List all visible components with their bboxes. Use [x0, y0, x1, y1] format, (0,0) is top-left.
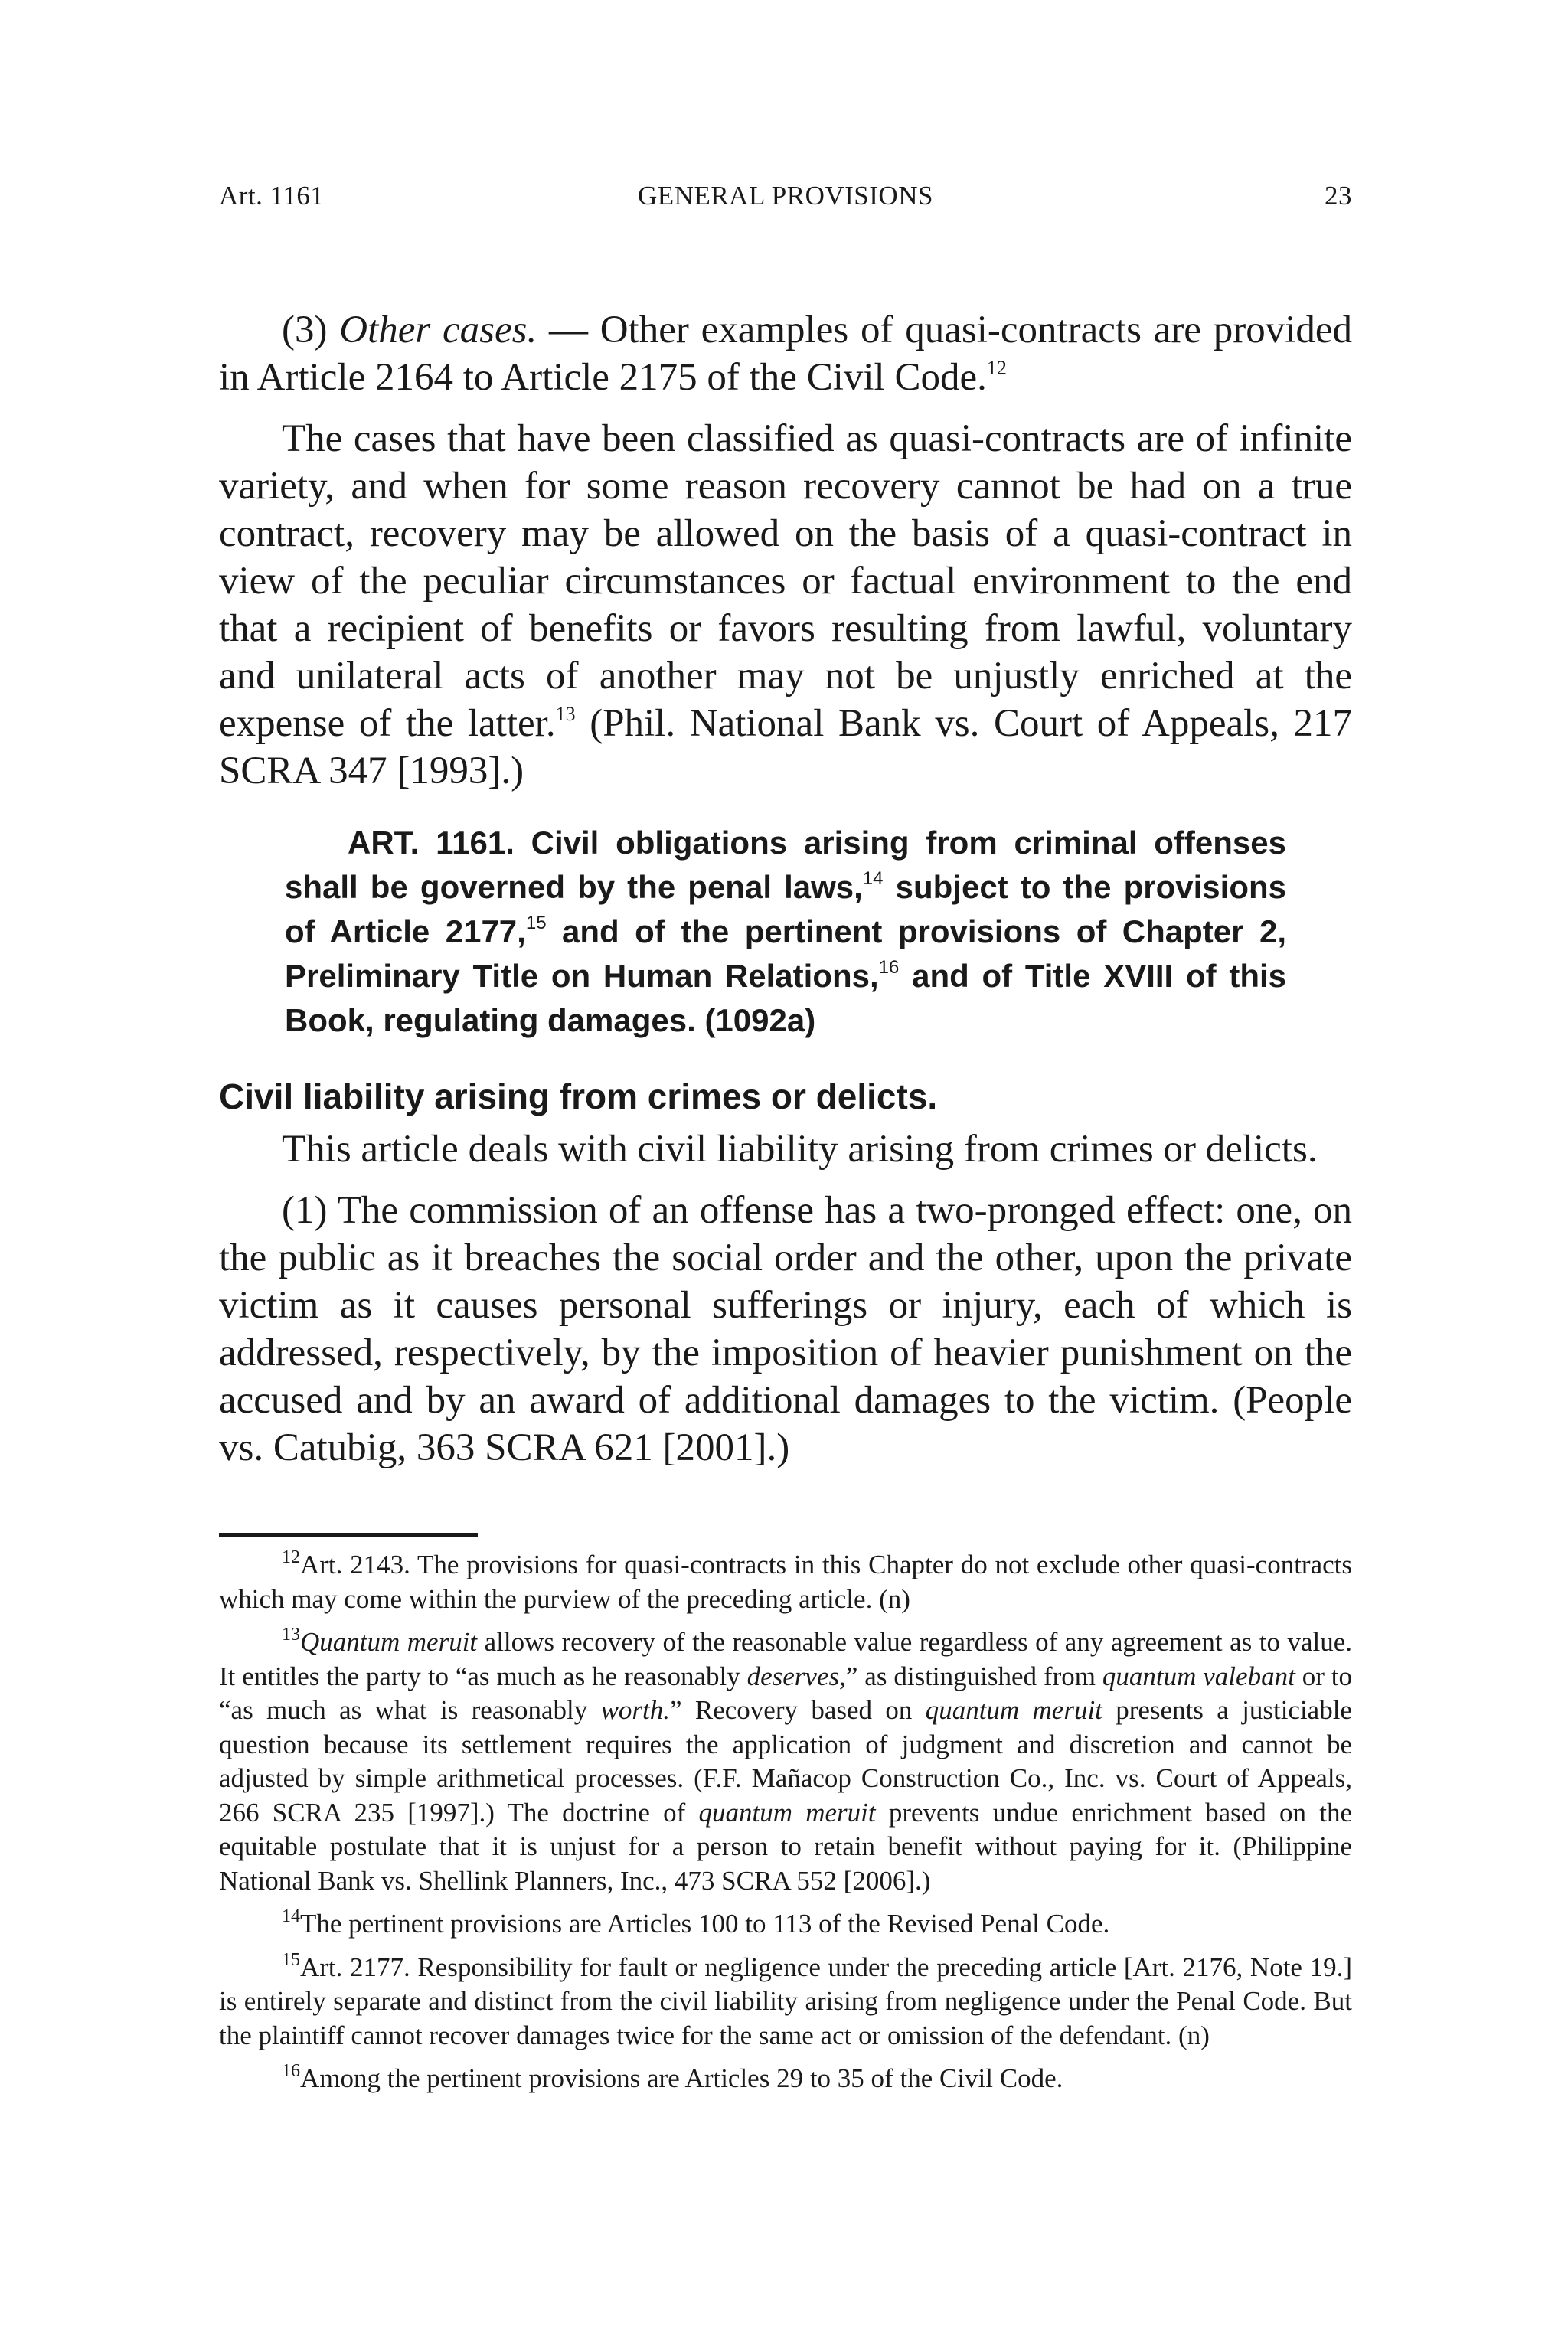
footnote-text: Art. 2177. Responsibility for fault or negligence under the preceding article [Art. 2176, Note 19.] is entirely separate and distinct from the civil liability arising from negligence under the Penal Code. But the plaintiff cannot recover damages twice for the same act or omission of the defendant. (n) [219, 1952, 1352, 2050]
footnote-text: allows recovery of the reasonable value regardless of any agreement as to value. It entitles the party to “as much as he reasonably [219, 1627, 1353, 1691]
footnote-ref[interactable]: 16 [878, 957, 900, 978]
footnote-text: Art. 2143. The provisions for quasi-contracts in this Chapter do not exclude other quasi-contracts which may come within the purview of the preceding article. (n) [219, 1550, 1352, 1614]
footnote-text: Among the pertinent provisions are Articles 29 to 35 of the Civil Code. [300, 2063, 1063, 2093]
footnote-italic: quantum meruit [925, 1695, 1102, 1725]
article-text: and of Title XVIII of this Book, regulating damages. (1092a) [285, 958, 1287, 1038]
footnote-text: prevents undue enrichment based on the equitable postulate that it is unjust for a person to retain benefit without paying for it. (Philippine National Bank vs. Shellink Planners, Inc., 473 SCRA 552 [2006].) [219, 1797, 1353, 1896]
footnote-number: 13 [282, 1625, 300, 1645]
footnote-13 [219, 1625, 1352, 1898]
footnote-divider [219, 1533, 478, 1537]
footnote-text: ” Recovery based on [670, 1695, 926, 1725]
footnote-ref[interactable]: 13 [555, 703, 576, 725]
footnotes [219, 1548, 1352, 2096]
article-text: subject to the provisions of Article 2177, [285, 869, 1286, 949]
footnote-number: 16 [282, 2061, 300, 2081]
article-1161-text [285, 821, 1286, 1043]
paragraph-text: — Other examples of quasi-contracts are provided in Article 2164 to Article 2175 of the Civil Code. [219, 309, 1352, 399]
footnote-text: The pertinent provisions are Articles 100 to 113 of the Revised Penal Code. [300, 1909, 1110, 1939]
paragraph-intro: This article deals with civil liability arising from crimes or delicts. [282, 1128, 1318, 1171]
header-article-ref: Art. 1161 [219, 181, 325, 211]
footnote-14 [219, 1907, 1352, 1942]
footnote-number: 12 [282, 1547, 300, 1567]
article-text: and of the pertinent provisions of Chapter 2, Preliminary Title on Human Relations, [285, 913, 1286, 994]
paragraph-citation: (Phil. National Bank vs. Court of Appeals, 217 SCRA 347 [1993].) [219, 702, 1352, 792]
footnote-text: ” as distinguished from [845, 1661, 1102, 1691]
footnote-text: presents a justiciable question because its settlement requires the application of judgment and discretion and cannot be adjusted by simple arithmetical processes. (F.F. Mañacop Construction Co., Inc. vs. Court of Appeals, 266 SCRA 235 [1997].) The doctrine of [219, 1695, 1352, 1828]
main-text [219, 306, 1352, 1472]
footnote-16 [219, 2062, 1352, 2096]
article-text: ART. 1161. Civil obligations arising from criminal offenses shall be governed by the penal laws, [285, 825, 1286, 905]
page-number: 23 [1325, 181, 1352, 211]
paragraph-italic-lead: Other cases. [339, 309, 537, 351]
footnote-15 [219, 1951, 1352, 2053]
footnote-number: 15 [282, 1949, 300, 1970]
running-header [219, 181, 1352, 219]
footnote-italic: quantum valebant [1102, 1661, 1295, 1691]
paragraph-other-cases [219, 306, 1352, 401]
footnote-italic: quantum meruit [698, 1797, 876, 1828]
paragraph-quasi-contracts [219, 415, 1352, 795]
footnote-12 [219, 1548, 1352, 1616]
footnote-ref[interactable]: 15 [525, 913, 547, 933]
paragraph-two-pronged-effect: (1) The commission of an offense has a two-pronged effect: one, on the public as it breaches the social order and the other, upon the private victim as it causes personal sufferings or injury, each of which is addressed, respectively, by the imposition of heavier punishment on the accused and by an award of additional damages to the victim. (People vs. Catubig, 363 SCRA 621 [2001].) [219, 1189, 1352, 1469]
footnote-italic: deserves, [746, 1661, 846, 1691]
footnote-number: 14 [282, 1906, 300, 1926]
paragraph-label: (3) [282, 309, 340, 351]
paragraph-text: The cases that have been classified as quasi-contracts are of infinite variety, and when for some reason recovery cannot be had on a true contract, recovery may be allowed on the basis of a quasi-contract in view of the peculiar circumstances or factual environment to the end that a recipient of benefits or favors resulting from lawful, voluntary and unilateral acts of another may not be unjustly enriched at the expense of the latter. [219, 417, 1352, 745]
footnote-italic: Quantum meruit [300, 1627, 478, 1657]
header-title: GENERAL PROVISIONS [638, 181, 933, 211]
footnote-ref[interactable]: 12 [986, 357, 1007, 379]
footnote-text: or to “as much as what is reasonably [219, 1661, 1352, 1725]
section-heading: Civil liability arising from crimes or delicts. [219, 1076, 938, 1116]
footnote-ref[interactable]: 14 [862, 868, 884, 889]
footnote-italic: worth. [600, 1695, 671, 1725]
